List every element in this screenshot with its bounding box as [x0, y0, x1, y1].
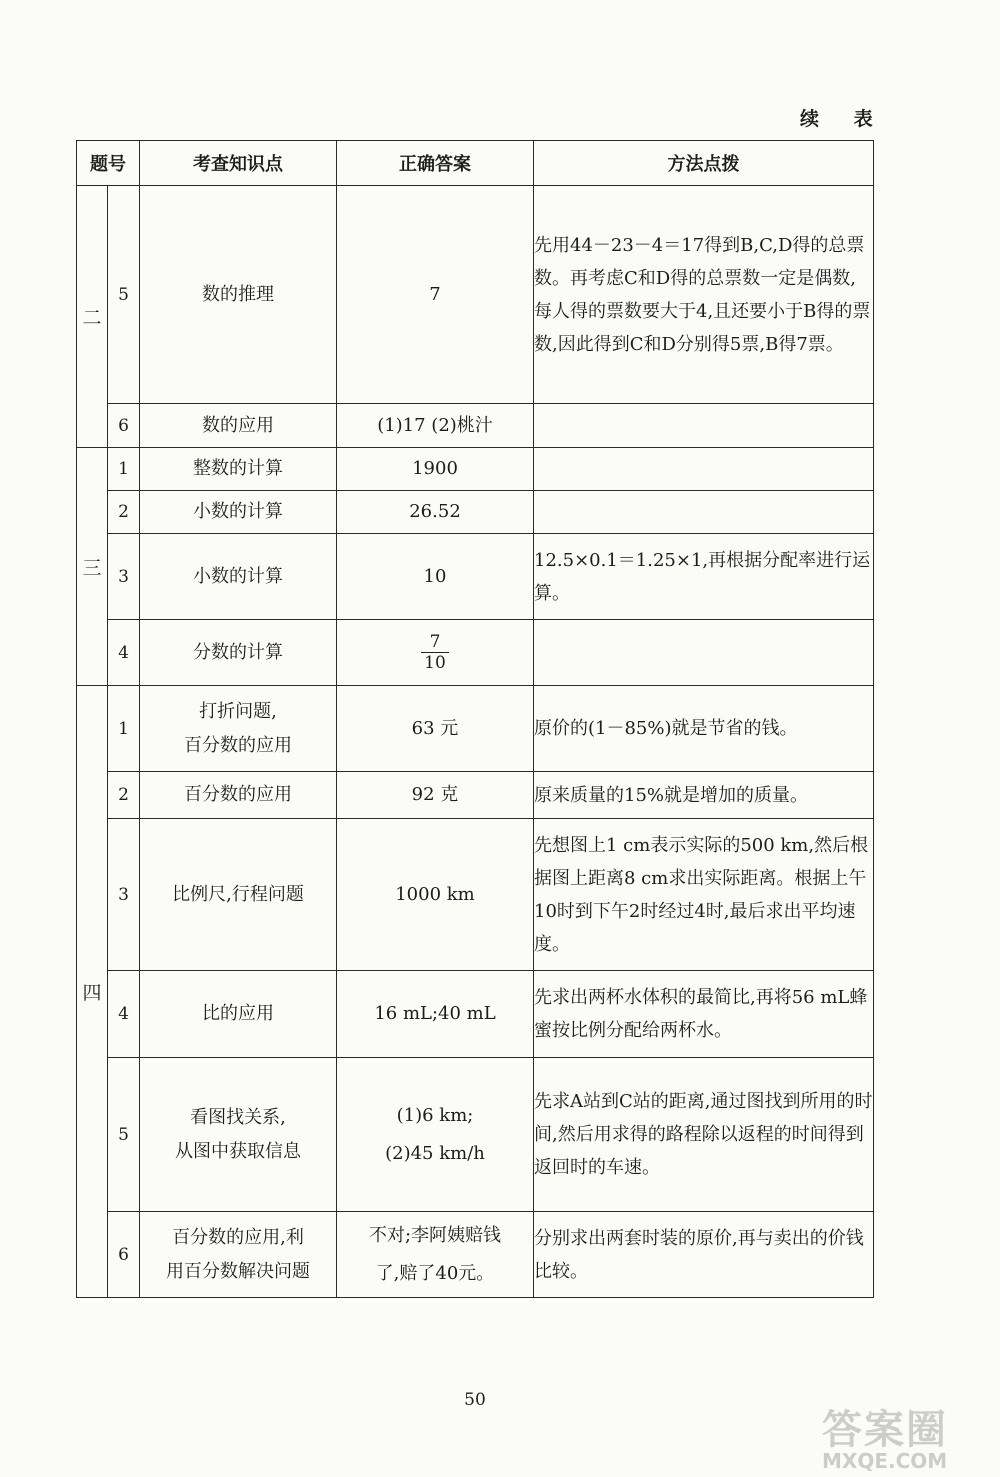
correct-answer: 16 mL;40 mL [337, 971, 534, 1058]
correct-answer: 92 克 [337, 772, 534, 819]
answer-line: 了,赔了40元。 [375, 1262, 495, 1284]
question-number: 3 [108, 534, 140, 620]
continued-label: 续 表 [800, 108, 887, 130]
knowledge-point: 整数的计算 [140, 448, 337, 491]
question-number: 4 [108, 971, 140, 1058]
watermark-logo [822, 1398, 982, 1473]
question-number: 4 [108, 620, 140, 686]
question-number: 5 [108, 186, 140, 404]
knowledge-point: 比例尺,行程问题 [140, 819, 337, 971]
table-row [77, 534, 874, 620]
fraction-denominator: 10 [424, 653, 446, 673]
watermark-text: 答案圈 [822, 1407, 948, 1453]
table-row [77, 620, 874, 686]
method-tip: 原价的(1－85%)就是节省的钱。 [534, 686, 874, 772]
correct-answer: 10 [337, 534, 534, 620]
correct-answer: 1900 [337, 448, 534, 491]
question-number: 2 [108, 772, 140, 819]
knowledge-line: 打折问题, [199, 700, 277, 722]
answer-table [76, 140, 874, 1298]
knowledge-line: 从图中获取信息 [175, 1140, 301, 1162]
method-tip: 先想图上1 cm表示实际的500 km,然后根据图上距离8 cm求出实际距离。根据上午10时到下午2时经过4时,最后求出平均速度。 [534, 819, 874, 971]
answer-line: (1)6 km; [396, 1104, 474, 1126]
table-row [77, 1058, 874, 1212]
knowledge-point: 分数的计算 [140, 620, 337, 686]
correct-answer [337, 1058, 534, 1212]
question-number: 2 [108, 491, 140, 534]
table-row [77, 686, 874, 772]
knowledge-point: 数的应用 [140, 404, 337, 448]
header-correct-answer: 正确答案 [337, 141, 534, 186]
watermark-url: MXQE.COM [822, 1449, 948, 1473]
knowledge-line: 看图找关系, [190, 1106, 286, 1128]
answer-line: (2)45 km/h [385, 1142, 485, 1164]
section-label-4: 四 [77, 686, 108, 1298]
table-header-row [77, 141, 874, 186]
header-knowledge-point: 考查知识点 [140, 141, 337, 186]
correct-answer: 63 元 [337, 686, 534, 772]
fraction [421, 632, 449, 673]
table-row [77, 971, 874, 1058]
correct-answer: 1000 km [337, 819, 534, 971]
page-number: 50 [464, 1390, 486, 1410]
method-tip: 分别求出两套时装的原价,再与卖出的价钱比较。 [534, 1212, 874, 1298]
header-question-number: 题号 [77, 141, 140, 186]
knowledge-point: 小数的计算 [140, 534, 337, 620]
table-row [77, 772, 874, 819]
table-row [77, 186, 874, 404]
answer-line: 不对;李阿姨赔钱 [368, 1224, 502, 1246]
question-number: 1 [108, 448, 140, 491]
question-number: 3 [108, 819, 140, 971]
section-label-2: 二 [77, 186, 108, 448]
question-number: 6 [108, 1212, 140, 1298]
correct-answer: (1)17 (2)桃汁 [337, 404, 534, 448]
question-number: 1 [108, 686, 140, 772]
knowledge-line: 百分数的应用 [184, 734, 292, 756]
table-row [77, 819, 874, 971]
question-number: 5 [108, 1058, 140, 1212]
knowledge-point [140, 686, 337, 772]
method-tip [534, 448, 874, 491]
correct-answer: 7 [337, 186, 534, 404]
correct-answer [337, 620, 534, 686]
method-tip: 先用44－23－4＝17得到B,C,D得的总票数。再考虑C和D得的总票数一定是偶数,每人得的票数要大于4,且还要小于B得的票数,因此得到C和D分别得5票,B得7票。 [534, 186, 874, 404]
method-tip: 原来质量的15%就是增加的质量。 [534, 772, 874, 819]
table-row [77, 404, 874, 448]
method-tip [534, 491, 874, 534]
method-tip [534, 620, 874, 686]
method-tip [534, 404, 874, 448]
correct-answer [337, 1212, 534, 1298]
header-method-tips: 方法点拨 [534, 141, 874, 186]
method-tip: 先求出两杯水体积的最简比,再将56 mL蜂蜜按比例分配给两杯水。 [534, 971, 874, 1058]
knowledge-point [140, 1212, 337, 1298]
table-row [77, 1212, 874, 1298]
correct-answer: 26.52 [337, 491, 534, 534]
knowledge-line: 百分数的应用,利 [172, 1226, 304, 1248]
table-row [77, 448, 874, 491]
fraction-numerator: 7 [421, 632, 449, 653]
question-number: 6 [108, 404, 140, 448]
knowledge-point: 比的应用 [140, 971, 337, 1058]
knowledge-line: 用百分数解决问题 [166, 1260, 310, 1282]
table-row [77, 491, 874, 534]
knowledge-point: 百分数的应用 [140, 772, 337, 819]
method-tip: 12.5×0.1＝1.25×1,再根据分配率进行运算。 [534, 534, 874, 620]
knowledge-point: 数的推理 [140, 186, 337, 404]
method-tip: 先求A站到C站的距离,通过图找到所用的时间,然后用求得的路程除以返程的时间得到返回时的车速。 [534, 1058, 874, 1212]
knowledge-point [140, 1058, 337, 1212]
section-label-3: 三 [77, 448, 108, 686]
knowledge-point: 小数的计算 [140, 491, 337, 534]
